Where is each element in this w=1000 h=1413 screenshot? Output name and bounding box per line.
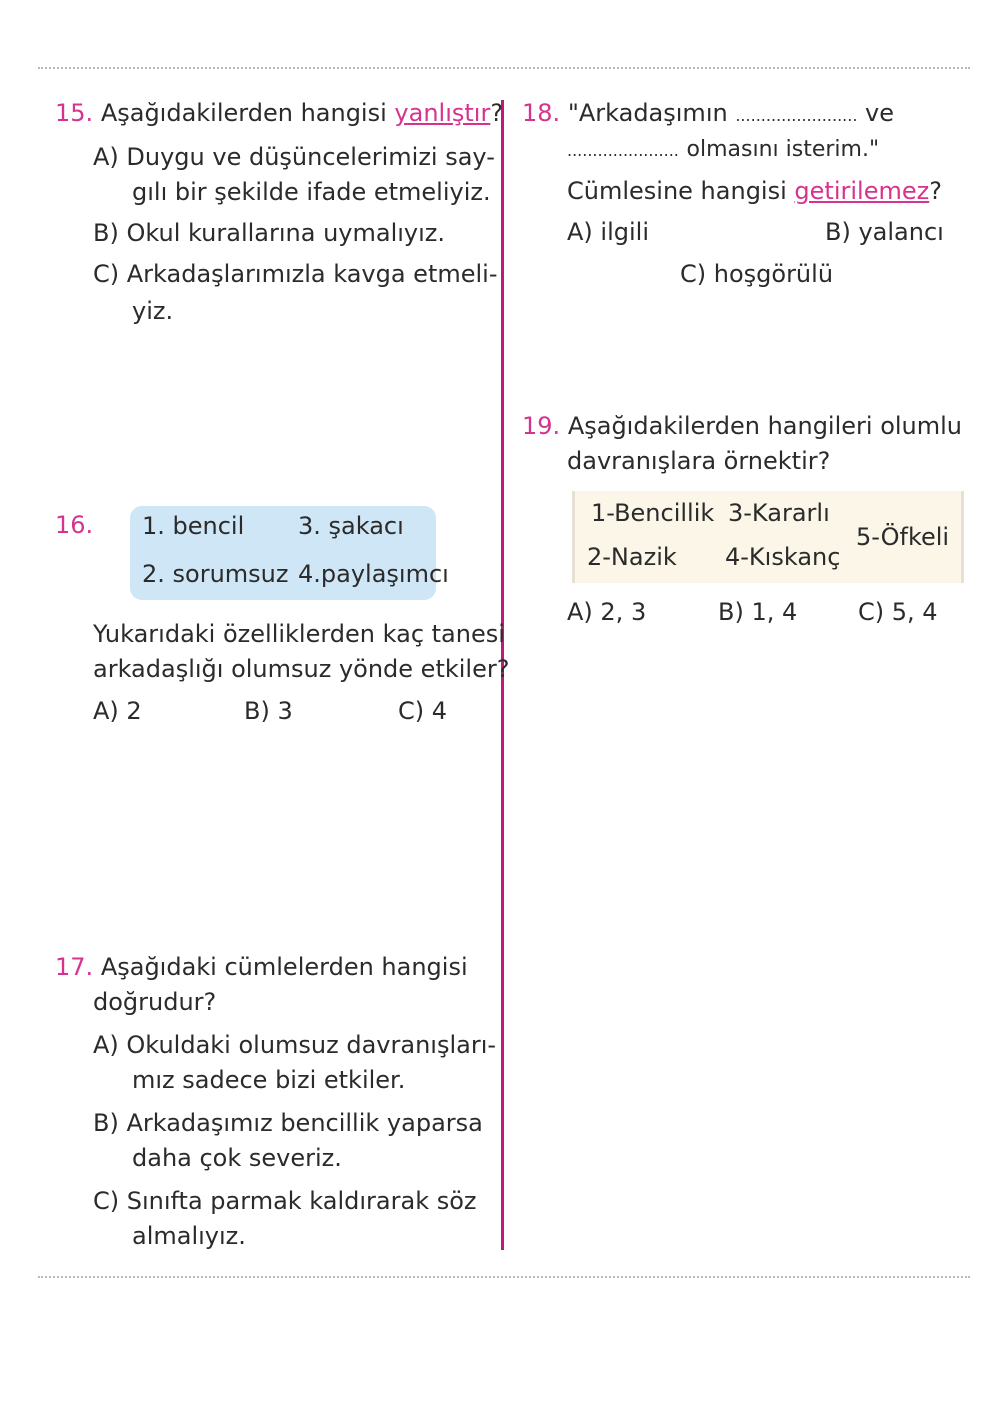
trait-item: 1. bencil: [142, 512, 245, 540]
q17-stem: 17. Aşağıdaki cümlelerden hangisi: [55, 953, 468, 981]
blank-2: ......................: [567, 141, 679, 160]
q15-option-a[interactable]: A) Duygu ve düşüncelerimizi say-: [93, 143, 495, 171]
q19-choice-c[interactable]: C) 5, 4: [858, 598, 938, 626]
q19-choice-a[interactable]: A) 2, 3: [567, 598, 647, 626]
q16-choice-b[interactable]: B) 3: [244, 697, 293, 725]
q18-sentence-line1: 18. "Arkadaşımın ........................ ve: [522, 99, 895, 127]
q16-traits-box: [130, 506, 449, 600]
q17-option-a[interactable]: A) Okuldaki olumsuz davranışları-: [93, 1031, 497, 1059]
q17-option-c[interactable]: C) Sınıfta parmak kaldırarak söz: [93, 1187, 477, 1215]
trait-item: 4.paylaşımcı: [298, 560, 449, 588]
q16-number: 16.: [55, 511, 94, 539]
q17-option-b[interactable]: B) Arkadaşımız bencillik yaparsa: [93, 1109, 483, 1137]
q18-choice-b[interactable]: B) yalancı: [825, 218, 944, 246]
q15-option-c-cont: yiz.: [132, 297, 174, 325]
q16-choice-a[interactable]: A) 2: [93, 697, 142, 725]
behavior-item: 3-Kararlı: [728, 499, 830, 527]
behavior-item: 2-Nazik: [587, 543, 677, 571]
q16-stem-cont: arkadaşlığı olumsuz yönde etkiler?: [93, 655, 510, 683]
q19-choice-b[interactable]: B) 1, 4: [718, 598, 798, 626]
q17-stem-cont: doğrudur?: [93, 988, 217, 1016]
q18-highlight: getirilemez: [794, 177, 930, 205]
q18-number: 18.: [522, 99, 561, 127]
q15-number: 15.: [55, 99, 94, 127]
bottom-dotted-rule: [38, 1276, 970, 1278]
q15-stem: 15. Aşağıdakilerden hangisi yanlıştır?: [55, 99, 504, 127]
q15-option-c[interactable]: C) Arkadaşlarımızla kavga etmeli-: [93, 260, 498, 288]
behavior-item: 1-Bencillik: [591, 499, 715, 527]
q15-option-a-cont: gılı bir şekilde ifade etmeliyiz.: [132, 178, 491, 206]
q17-option-c-cont: almalıyız.: [132, 1222, 246, 1250]
q19-behaviors-box: [572, 491, 964, 583]
q18-sentence-line2: ...................... olmasını isterim.": [567, 137, 880, 162]
q18-choice-c[interactable]: C) hoşgörülü: [680, 260, 834, 288]
q18-stem: Cümlesine hangisi getirilemez?: [567, 177, 942, 205]
q19-stem-cont: davranışlara örnektir?: [567, 447, 831, 475]
trait-item: 3. şakacı: [298, 512, 404, 540]
q19-number: 19.: [522, 412, 561, 440]
q15-highlight: yanlıştır: [394, 99, 491, 127]
q17-option-b-cont: daha çok severiz.: [132, 1144, 342, 1172]
q17-number: 17.: [55, 953, 94, 981]
q18-choice-a[interactable]: A) ilgili: [567, 218, 649, 246]
trait-item: 2. sorumsuz: [142, 560, 289, 588]
behavior-item: 4-Kıskanç: [725, 543, 841, 571]
blank-1: ........................: [735, 106, 858, 125]
top-dotted-rule: [38, 67, 970, 69]
q19-stem: 19. Aşağıdakilerden hangileri olumlu: [522, 412, 963, 440]
q15-option-b[interactable]: B) Okul kurallarına uymalıyız.: [93, 219, 446, 247]
q16-choice-c[interactable]: C) 4: [398, 697, 448, 725]
q16-stem: Yukarıdaki özelliklerden kaç tanesi: [93, 620, 505, 648]
behavior-item: 5-Öfkeli: [856, 523, 950, 551]
q17-option-a-cont: mız sadece bizi etkiler.: [132, 1066, 406, 1094]
